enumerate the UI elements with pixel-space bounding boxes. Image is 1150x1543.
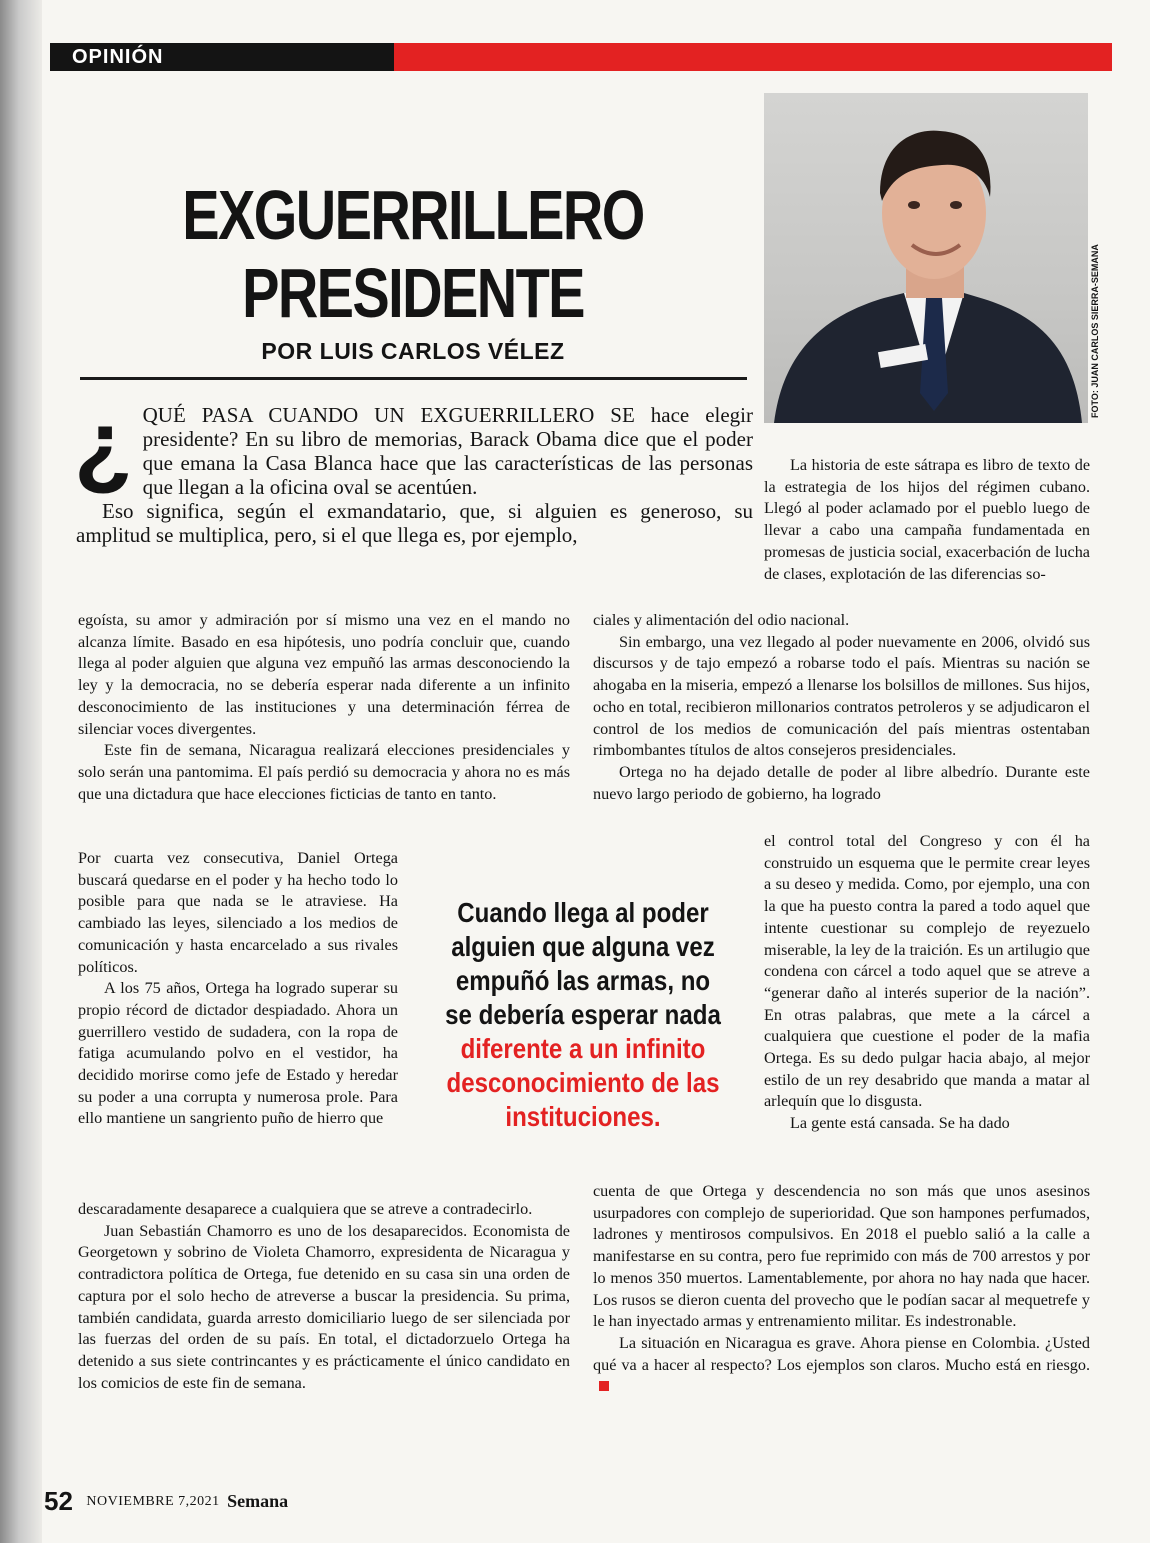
article-title: EXGUERRILLERO PRESIDENTE (182, 176, 644, 332)
end-mark-icon (599, 1381, 609, 1391)
pull-quote-black-text: Cuando llega al poder alguien que alguna vez empuñó las armas, no se debería esperar nada (445, 897, 721, 1030)
body-paragraph: Juan Sebastián Chamorro es uno de los desaparecidos. Economista de Georgetown y sobrino de Violeta Chamorro, expresidenta de Nicaragua y contradictora política de Ortega, fue detenido en su casa sin una orden de captura por el solo hecho de atreverse a buscar la presidencia. Su prima, también candidata, guarda arresto domiciliario luego de ser silenciada por las fuerzas del orden de su país. En total, el dictadorzuelo Ortega ha detenido a sus siete contrincantes y es prácticamente el único candidato en los comicios de este fin de semana. (78, 1221, 570, 1392)
column-2-narrow (764, 831, 1090, 1135)
body-paragraph: el control total del Congreso y con él ha construido un esquema que le permite crear leyes a su deseo y medida. Como, por ejemplo, una con la que ha puesto contra la pared a todo aquel que intente cuestionar su complejo de reyezuelo miserable, la ley de la traición. Es un artilugio que condena con cárcel a todo aquel que se atreve a “generar daño al interés superior de la nación”. En otras palabras, que mete a la cárcel a cualquiera que cuestione el poder de la mafia Ortega. Es su dedo pulgar hacia abajo, al mejor estilo de un rey desabrido que manda a matar al arlequín que lo disgusta. (764, 832, 1090, 1111)
column-1-top (78, 610, 570, 805)
article-lead (74, 391, 753, 547)
column-2-top (764, 455, 1090, 585)
section-label-box (50, 43, 394, 71)
author-photo (764, 93, 1088, 423)
column-1-bottom (78, 1199, 570, 1394)
column-2-middle (593, 610, 1090, 805)
page-footer (44, 1486, 288, 1517)
column-1-narrow (78, 848, 398, 1130)
page-spine-shadow (0, 0, 42, 1543)
lead-paragraph-1: QUÉ PASA CUANDO UN EXGUERRILLERO SE hace elegir presidente? En su libro de memorias, Barack Obama dice que el poder que emana la Casa Blanca hace que las características de las personas que llegan a la oficina oval se acentúen. (142, 403, 753, 499)
lead-paragraph-2: Eso significa, según el exmandatario, que, si alguien es generoso, su amplitud se multiplica, pero, si el que llega es, por ejemplo, (76, 499, 753, 547)
body-paragraph: Por cuarta vez consecutiva, Daniel Ortega buscará quedarse en el poder y ha hecho todo lo posible para que nada se le atraviese. Ha cambiado las leyes, silenciado a los medios de comunicación y hasta encarcelado a sus rivales políticos. (78, 849, 398, 976)
column-2-bottom (593, 1181, 1090, 1398)
title-rule (80, 377, 747, 380)
magazine-name: Semana (227, 1491, 289, 1511)
page-number: 52 (44, 1486, 73, 1516)
body-paragraph: Ortega no ha dejado detalle de poder al libre albedrío. Durante este nuevo largo periodo de gobierno, ha logrado (593, 762, 1090, 803)
body-paragraph-final: La situación en Nicaragua es grave. Ahora piense en Colombia. ¿Usted qué va a hacer al respecto? Los ejemplos son claros. Mucho está en riesgo. (593, 1333, 1090, 1398)
issue-date: NOVIEMBRE 7,2021 (86, 1493, 220, 1509)
section-header-bar (50, 43, 1112, 71)
body-paragraph: La historia de este sátrapa es libro de texto de la estrategia de los hijos del régimen cubano. Llegó al poder aclamado por el pueblo luego de llevar a cabo una campaña fundamentada en promesas de justicia social, exacerbación de lucha de clases, explotación de las diferencias so- (764, 456, 1090, 583)
pull-quote (441, 896, 725, 1134)
body-paragraph: cuenta de que Ortega y descendencia no son más que unos asesinos usurpadores con complejo de superioridad. Que son hampones perfumados, ladrones y mentirosos compulsivos. En 2018 el pueblo salió a la calle a manifestarse en su contra, pero fue reprimido con más de 700 arrestos y por lo menos 350 muertos. Lamentablemente, por ahora no hay nada que hacer. Los rusos se dieron cuenta del provecho que le podían sacar al mequetrefe y le han inyectado armas y entrenamiento militar. Es indestronable. (593, 1182, 1090, 1331)
dropcap: ¿ (74, 391, 133, 498)
body-paragraph: egoísta, su amor y admiración por sí mismo una vez en el mando no alcanza límite. Basado en esa hipótesis, uno podría concluir que, cuando llega al poder alguien que alguna vez empuñó las armas desconociendo la ley y la democracia, no se debería esperar nada diferente a un infinito desconocimiento de las instituciones y una determinación férrea de silenciar voces divergentes. (78, 611, 570, 738)
body-paragraph: Este fin de semana, Nicaragua realizará elecciones presidenciales y solo serán una pantomima. El país perdió su democracia y ahora no es más que una dictadura que hace elecciones ficticias de tanto en tanto. (78, 741, 570, 803)
pull-quote-red-text: diferente a un infinito desconocimiento de las instituciones. (446, 1033, 720, 1132)
body-paragraph: ciales y alimentación del odio nacional. (593, 611, 850, 629)
section-label: OPINIÓN (72, 46, 164, 68)
article-byline: POR LUIS CARLOS VÉLEZ (261, 338, 565, 364)
body-paragraph: descaradamente desaparece a cualquiera que se atreve a contradecirlo. (78, 1200, 533, 1218)
photo-credit: FOTO: JUAN CARLOS SIERRA-SEMANA (1090, 244, 1100, 418)
body-paragraph: Sin embargo, una vez llegado al poder nuevamente en 2006, olvidó sus discursos y de tajo empezó a robarse todo el país. Mientras su nación se ahogaba en la miseria, empezó a llenarse los bolsillos de millones. Sus hijos, ocho en total, recibieron millonarios contratos petroleros y se adjudicaron el control de los medios de comunicación del país mientras ostentaban rimbombantes títulos de altos consejeros presidenciales. (593, 632, 1090, 760)
body-paragraph: La gente está cansada. Se ha dado (790, 1114, 1010, 1133)
body-paragraph: A los 75 años, Ortega ha logrado superar su propio récord de dictador despiadado. Ahora un guerrillero vestido de sudadera, con la ropa de fatiga acumulando polvo en el vestidor, ha decidido morirse como jefe de Estado y heredar su poder a una corrupta y numerosa prole. Para ello mantiene un sangriento puño de hierro que (78, 979, 398, 1128)
author-portrait-illustration (764, 93, 1088, 423)
